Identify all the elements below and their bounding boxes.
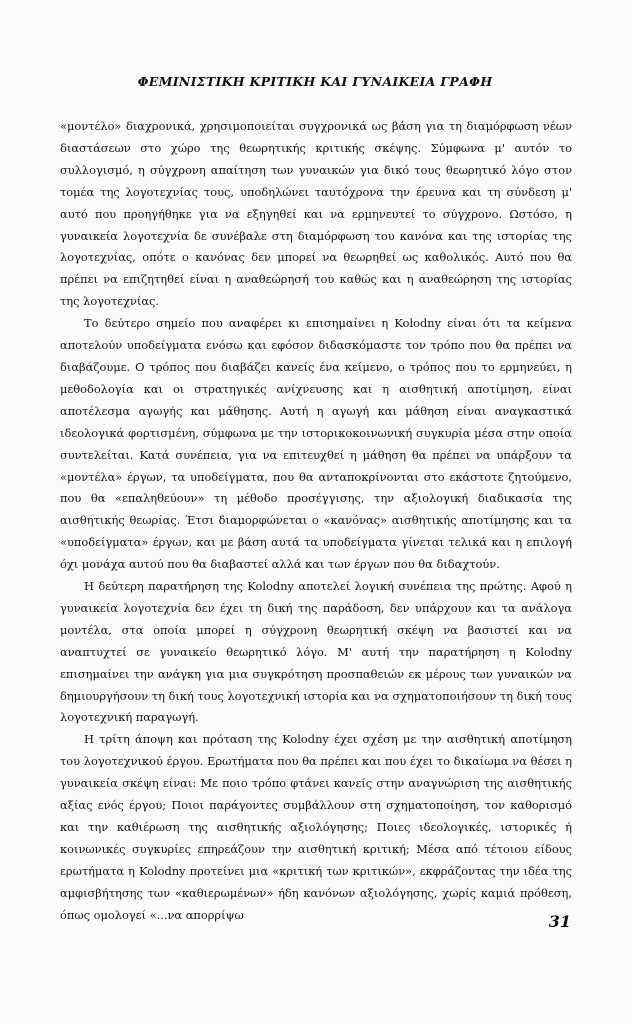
running-head: ΦΕΜΙΝΙΣΤΙΚΗ ΚΡΙΤΙΚΗ ΚΑΙ ΓΥΝΑΙΚΕΙΑ ΓΡΑΦΗ [137, 74, 493, 89]
paragraph-3: Η δεύτερη παρατήρηση της Kolodny αποτελεί λογική συνέπεια της πρώτης. Αφού η γυναικεία λογοτεχνία δεν έχει τη δική της παράδοση, δεν υπάρχουν και τα ανάλογα μοντέλα, στα οποία μπορεί η σύγχρονη θεωρητική σκέψη να βασιστεί και να αναπτυχτεί σε γυναικείο θεωρητικό λόγο. Μ' αυτή την παρατήρηση η Kolodny επισημαίνει την ανάγκη για μια συγκρότηση προσπαθειών εκ μέρους των γυναικών να δημιουργήσουν τη δική τους λογοτεχνική ιστορία και να σχηματοποιήσουν τη δική τους λογοτεχνική παραγωγή. [60, 579, 572, 725]
paragraph-2: Το δεύτερο σημείο που αναφέρει κι επισημαίνει η Kolodny είναι ότι τα κείμενα αποτελούν υποδείγματα ενόσω και εφόσον διδασκόμαστε τον τρόπο που θα πρέπει να διαβάζουμε. Ο τρόπος που διαβάζει κανείς ένα κείμενο, ο τρόπος που το ερμηνεύει, η μεθοδολογία και οι στρατηγικές ανίχνευσης και η αισθητική αποτίμηση, είναι αποτέλεσμα αγωγής και μάθησης. Αυτή η αγωγή και μάθηση είναι αναγκαστικά ιδεολογικά φορτισμένη, σύμφωνα με την ιστορικοκοινωνική συγκυρία μέσα στην οποία συντελείται. Κατά συνέπεια, για να επιτευχθεί η μάθηση θα πρέπει να υπάρξουν τα «μοντέλα» έργων, τα υποδείγματα, που θα ανταποκρίνονται στο εκάστοτε ζητούμενο, που θα «επαληθεύουν» τη μέθοδο προσέγγισης, την αξιολογική διαδικασία της αισθητικής θεωρίας. Έτσι διαμορφώνεται ο «κανόνας» αισθητικής αποτίμησης και τα «υποδείγματα» έργων, και με βάση αυτά τα υποδείγματα γίνεται τελικά και η επιλογή όχι μονάχα αυτού που θα διαβαστεί αλλά και των έργων που θα διδαχτούν. [60, 316, 572, 572]
body-text [60, 116, 572, 927]
paragraph-4: Η τρίτη άποψη και πρόταση της Kolodny έχει σχέση με την αισθητική αποτίμηση του λογοτεχνικού έργου. Ερωτήματα που θα πρέπει και που έχει το δικαίωμα να θέσει η γυναικεία σκέψη είναι: Με ποιο τρόπο φτάνει κανείς στην αναγνώριση της αισθητικής αξίας ενός έργου; Ποιοι παράγοντες συμβάλλουν στη σχηματοποίηση, τον καθορισμό και την καθιέρωση της αισθητικής αξιολόγησης; Ποιες ιδεολογικές, ιστορικές ή κοινωνικές συγκυρίες επηρεάζουν την αισθητική κριτική; Μέσα από τέτοιου είδους ερωτήματα η Kolodny προτείνει μια «κριτική των κριτικών», εκφράζοντας την ιδέα της αμφισβήτησης των «καθιερωμένων» ήδη κανόνων αξιολόγησης, χωρίς καμιά πρόθεση, όπως ομολογεί «...να απορρίψω [60, 732, 572, 922]
paragraph-1: «μοντέλο» διαχρονικά, χρησιμοποιείται συγχρονικά ως βάση για τη διαμόρφωση νέων διαστάσεων στο χώρο της θεωρητικής κριτικής σκέψης. Σύμφωνα μ' αυτόν το συλλογισμό, η σύγχρονη απαίτηση των γυναικών για δικό τους θεωρητικό λόγο στον τομέα της λογοτεχνίας τους, υποδηλώνει ταυτόχρονα την έρευνα και τη σύνδεση μ' αυτό που προηγήθηκε για να εξηγηθεί και να ερμηνευτεί το σύγχρονο. Ωστόσο, η γυναικεία λογοτεχνία δε συνέβαλε στη διαμόρφωση του κανόνα και της ιστορίας της λογοτεχνίας, οπότε ο κανόνας δεν μπορεί να θεωρηθεί ως καθολικός. Αυτό που θα πρέπει να επιζητηθεί είναι η αναθεώρησή του καθώς και η αναθεώρηση της ιστορίας της λογοτεχνίας. [60, 119, 572, 309]
page-number: 31 [548, 912, 571, 931]
